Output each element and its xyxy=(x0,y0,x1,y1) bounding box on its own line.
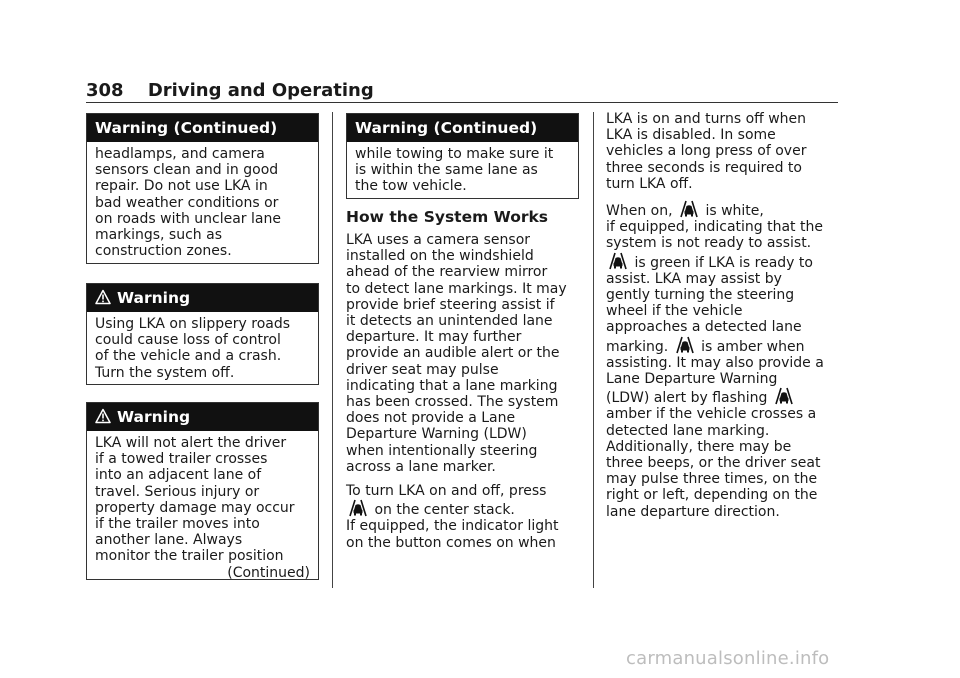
text-line: departure. It may further xyxy=(346,329,522,346)
text-line: if the trailer moves into xyxy=(95,516,260,533)
text-line: sensors clean and in good xyxy=(95,162,279,179)
warning-box-continued-2 xyxy=(346,113,579,199)
text-line: approaches a detected lane xyxy=(606,319,802,336)
text-line: does not provide a Lane xyxy=(346,410,516,427)
text-line: into an adjacent lane of xyxy=(95,467,262,484)
text-line: Using LKA on slippery roads xyxy=(95,316,291,332)
lane-keep-assist-icon xyxy=(607,252,629,270)
warning-box-title: Warning xyxy=(117,408,191,426)
text-line xyxy=(606,387,846,406)
text-line: markings, such as xyxy=(95,227,222,244)
warning-box-title: Warning (Continued) xyxy=(347,114,578,142)
text-line: lane departure direction. xyxy=(606,503,780,520)
text-line xyxy=(346,499,586,518)
text-line: amber if the vehicle crosses a xyxy=(606,406,817,423)
text-line: of the vehicle and a crash. xyxy=(95,348,282,365)
text-line: is within the same lane as xyxy=(355,162,538,179)
warning-box-title: Warning xyxy=(117,289,191,307)
text-line: across a lane marker. xyxy=(346,458,496,475)
continued-label: (Continued) xyxy=(227,564,310,581)
paragraph xyxy=(346,483,586,551)
text-line: it detects an unintended lane xyxy=(346,313,553,330)
paragraph xyxy=(606,111,846,192)
text-fragment: is amber when xyxy=(696,338,805,355)
text-line: assisting. It may also provide a xyxy=(606,354,824,371)
text-line: provide an audible alert or the xyxy=(346,345,560,362)
warning-triangle-icon xyxy=(95,408,111,424)
how-it-works-section xyxy=(346,208,586,551)
text-line: three beeps, or the driver seat xyxy=(606,455,821,472)
text-line: on the button comes on when xyxy=(346,534,556,551)
text-line: travel. Serious injury or xyxy=(95,483,260,500)
text-line: vehicles a long press of over xyxy=(606,143,807,160)
text-line: If equipped, the indicator light xyxy=(346,518,559,535)
page-number: 308 xyxy=(86,80,124,101)
text-fragment: (LDW) alert by flashing xyxy=(606,390,772,407)
lane-keep-assist-icon xyxy=(674,336,696,354)
section-title: Driving and Operating xyxy=(147,80,374,101)
lane-keep-assist-icon xyxy=(347,499,369,517)
warning-box-body xyxy=(87,142,318,259)
text-line: another lane. Always xyxy=(95,532,243,549)
lane-keep-assist-icon xyxy=(773,387,795,405)
text-line: ahead of the rearview mirror xyxy=(346,264,548,281)
text-fragment: on the center stack. xyxy=(370,502,515,519)
text-line: when intentionally steering xyxy=(346,442,538,459)
text-line: To turn LKA on and off, press xyxy=(346,483,547,500)
text-fragment: is white, xyxy=(701,203,764,220)
text-line: LKA is on and turns off when xyxy=(606,111,807,127)
warning-box-continued-1 xyxy=(86,113,319,264)
text-line: system is not ready to assist. xyxy=(606,235,812,252)
warning-box-body xyxy=(347,142,578,195)
text-line: if equipped, indicating that the xyxy=(606,219,823,236)
text-line: headlamps, and camera xyxy=(95,146,265,162)
text-line: right or left, depending on the xyxy=(606,487,818,504)
section-heading: How the System Works xyxy=(346,208,549,226)
text-line: Departure Warning (LDW) xyxy=(346,426,527,443)
page-header xyxy=(86,80,838,103)
text-line: the tow vehicle. xyxy=(355,178,467,195)
text-fragment: When on, xyxy=(606,203,677,220)
text-line: three seconds is required to xyxy=(606,159,802,176)
text-line: wheel if the vehicle xyxy=(606,303,743,320)
watermark: carmanualsonline.info xyxy=(626,648,830,669)
text-line xyxy=(606,336,846,355)
column-divider-2 xyxy=(593,112,594,588)
text-line: if a towed trailer crosses xyxy=(95,451,268,468)
column-divider-1 xyxy=(332,112,333,588)
lka-status-section xyxy=(606,111,846,520)
text-line: Lane Departure Warning xyxy=(606,371,778,388)
text-line: indicating that a lane marking xyxy=(346,377,558,394)
text-line: could cause loss of control xyxy=(95,332,281,349)
paragraph xyxy=(606,200,846,520)
text-line: has been crossed. The system xyxy=(346,394,559,411)
text-line: LKA is disabled. In some xyxy=(606,127,776,144)
text-line: installed on the windshield xyxy=(346,248,534,265)
warning-box-body xyxy=(87,312,318,381)
text-line: LKA will not alert the driver xyxy=(95,435,287,451)
text-line: Additionally, there may be xyxy=(606,438,792,455)
paragraph xyxy=(346,232,586,475)
text-line: monitor the trailer position xyxy=(95,548,284,565)
text-line: provide brief steering assist if xyxy=(346,296,555,313)
text-fragment: marking. xyxy=(606,338,673,355)
text-line: Turn the system off. xyxy=(95,364,235,381)
text-line: assist. LKA may assist by xyxy=(606,270,782,287)
text-line: property damage may occur xyxy=(95,499,295,516)
text-line: repair. Do not use LKA in xyxy=(95,178,268,195)
warning-box-body xyxy=(87,431,318,581)
text-fragment: is green if LKA is ready to xyxy=(630,254,813,271)
warning-box-title-bar xyxy=(87,284,318,312)
text-line: LKA uses a camera sensor xyxy=(346,232,531,248)
warning-box-trailer xyxy=(86,402,319,580)
text-line: turn LKA off. xyxy=(606,175,693,192)
warning-box-slippery-roads xyxy=(86,283,319,385)
warning-box-title: Warning (Continued) xyxy=(87,114,318,142)
text-line: to detect lane markings. It may xyxy=(346,280,567,297)
warning-box-title-bar xyxy=(87,403,318,431)
text-line: may pulse three times, on the xyxy=(606,471,818,488)
text-line: driver seat may pulse xyxy=(346,361,499,378)
text-line: while towing to make sure it xyxy=(355,146,554,162)
text-line: construction zones. xyxy=(95,243,232,260)
text-line xyxy=(606,200,846,219)
text-line: on roads with unclear lane xyxy=(95,210,281,227)
text-line xyxy=(606,252,846,271)
lane-keep-assist-icon xyxy=(678,200,700,218)
text-line: gently turning the steering xyxy=(606,287,795,304)
warning-triangle-icon xyxy=(95,289,111,305)
text-line: bad weather conditions or xyxy=(95,194,279,211)
text-line: detected lane marking. xyxy=(606,422,770,439)
